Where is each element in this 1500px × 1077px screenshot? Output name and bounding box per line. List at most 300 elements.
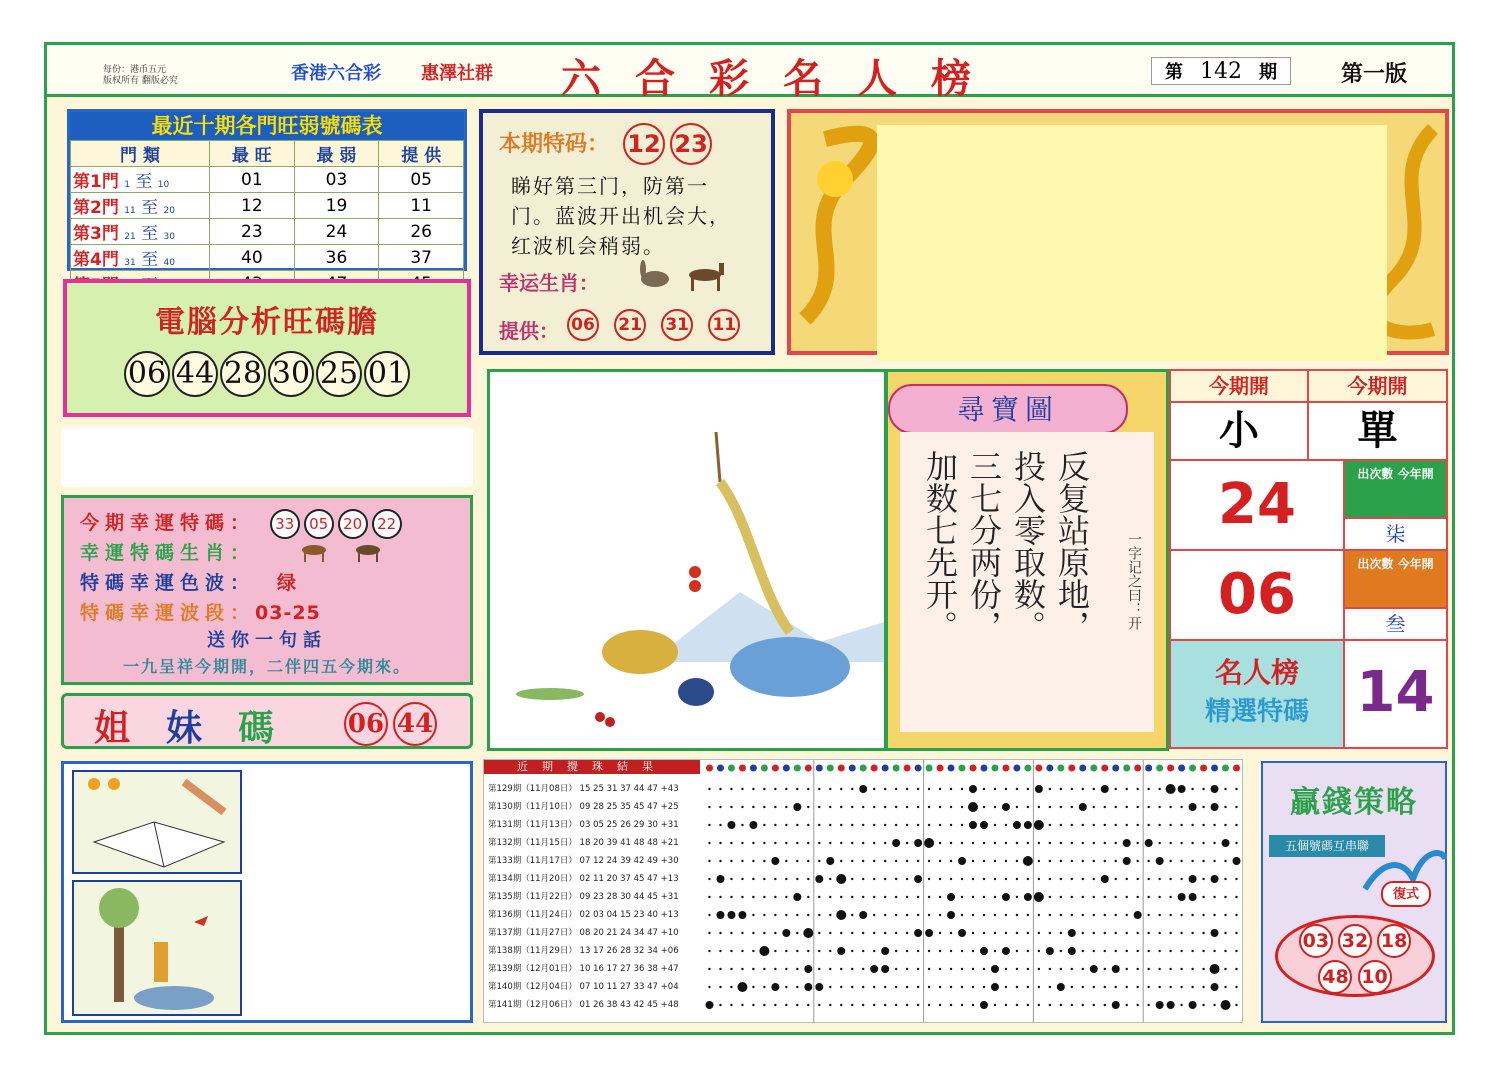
empty-dot bbox=[994, 806, 996, 808]
empty-dot bbox=[741, 896, 743, 898]
empty-dot bbox=[1136, 950, 1138, 952]
empty-dot bbox=[1049, 914, 1051, 916]
empty-dot bbox=[730, 968, 732, 970]
empty-dot bbox=[851, 986, 853, 988]
empty-dot bbox=[851, 806, 853, 808]
empty-dot bbox=[1005, 968, 1007, 970]
draw-row: 第132期（11月15日） 18 20 39 41 48 48 +21 bbox=[488, 838, 679, 848]
empty-dot bbox=[1147, 1004, 1149, 1006]
sister-values: 06 44 bbox=[344, 702, 437, 746]
empty-dot bbox=[1147, 806, 1149, 808]
empty-dot bbox=[829, 788, 831, 790]
empty-dot bbox=[741, 806, 743, 808]
empty-dot bbox=[906, 842, 908, 844]
empty-dot bbox=[796, 788, 798, 790]
empty-dot bbox=[1005, 914, 1007, 916]
draw-mark bbox=[969, 785, 977, 793]
empty-dot bbox=[917, 950, 919, 952]
result-side-a-label: 出次數 今年開 bbox=[1343, 459, 1448, 519]
empty-dot bbox=[873, 860, 875, 862]
empty-dot bbox=[1082, 878, 1084, 880]
empty-dot bbox=[1202, 878, 1204, 880]
empty-dot bbox=[1082, 950, 1084, 952]
empty-dot bbox=[708, 968, 710, 970]
empty-dot bbox=[939, 968, 941, 970]
empty-dot bbox=[1213, 860, 1215, 862]
special-mark bbox=[1166, 784, 1176, 794]
draw-mark bbox=[980, 947, 988, 955]
special-mark bbox=[1034, 892, 1044, 902]
empty-dot bbox=[1093, 860, 1095, 862]
draw-mark bbox=[727, 821, 735, 829]
ball-header-dot bbox=[761, 765, 768, 772]
empty-dot bbox=[1027, 1004, 1029, 1006]
empty-dot bbox=[785, 842, 787, 844]
empty-dot bbox=[884, 788, 886, 790]
empty-dot bbox=[939, 806, 941, 808]
empty-dot bbox=[1060, 914, 1062, 916]
empty-dot bbox=[1136, 842, 1138, 844]
empty-dot bbox=[961, 896, 963, 898]
empty-dot bbox=[961, 788, 963, 790]
empty-dot bbox=[1104, 806, 1106, 808]
empty-dot bbox=[1235, 896, 1237, 898]
empty-dot bbox=[741, 878, 743, 880]
empty-dot bbox=[939, 914, 941, 916]
door-table-title: 最近十期各門旺弱號碼表 bbox=[70, 112, 464, 140]
empty-dot bbox=[719, 986, 721, 988]
empty-dot bbox=[1235, 824, 1237, 826]
empty-dot bbox=[928, 806, 930, 808]
draw-mark bbox=[826, 857, 834, 865]
empty-dot bbox=[851, 788, 853, 790]
empty-dot bbox=[1191, 914, 1193, 916]
empty-dot bbox=[1082, 968, 1084, 970]
draw-mark bbox=[705, 1001, 713, 1009]
empty-dot bbox=[752, 950, 754, 952]
special-mark bbox=[1023, 856, 1033, 866]
draw-mark bbox=[870, 965, 878, 973]
empty-dot bbox=[763, 878, 765, 880]
empty-dot bbox=[950, 824, 952, 826]
empty-dot bbox=[994, 788, 996, 790]
empty-dot bbox=[1213, 914, 1215, 916]
draw-mark bbox=[925, 929, 933, 937]
empty-dot bbox=[1202, 968, 1204, 970]
draw-mark bbox=[837, 947, 845, 955]
empty-dot bbox=[1169, 932, 1171, 934]
empty-dot bbox=[741, 950, 743, 952]
draw-mark bbox=[1068, 947, 1076, 955]
draw-title: 近期攪珠結果 bbox=[484, 760, 700, 774]
empty-dot bbox=[1104, 824, 1106, 826]
empty-dot bbox=[994, 896, 996, 898]
empty-dot bbox=[774, 968, 776, 970]
empty-dot bbox=[708, 860, 710, 862]
empty-dot bbox=[708, 932, 710, 934]
empty-dot bbox=[1038, 932, 1040, 934]
empty-dot bbox=[1202, 788, 1204, 790]
empty-dot bbox=[796, 986, 798, 988]
empty-dot bbox=[884, 914, 886, 916]
empty-dot bbox=[1071, 824, 1073, 826]
empty-dot bbox=[1213, 824, 1215, 826]
empty-dot bbox=[840, 806, 842, 808]
empty-dot bbox=[719, 950, 721, 952]
empty-dot bbox=[983, 932, 985, 934]
empty-dot bbox=[1016, 914, 1018, 916]
empty-dot bbox=[1115, 950, 1117, 952]
empty-dot bbox=[983, 986, 985, 988]
empty-dot bbox=[983, 914, 985, 916]
empty-dot bbox=[730, 842, 732, 844]
empty-dot bbox=[1071, 788, 1073, 790]
empty-dot bbox=[785, 806, 787, 808]
empty-dot bbox=[1224, 860, 1226, 862]
empty-dot bbox=[1224, 806, 1226, 808]
empty-dot bbox=[1093, 878, 1095, 880]
empty-dot bbox=[1202, 914, 1204, 916]
ball-header-dot bbox=[827, 765, 834, 772]
empty-dot bbox=[1147, 950, 1149, 952]
empty-dot bbox=[1147, 824, 1149, 826]
empty-dot bbox=[1224, 824, 1226, 826]
treasure-note: 一字记之曰：开 bbox=[1126, 532, 1142, 630]
draw-mark bbox=[1211, 785, 1219, 793]
ball-header-dot bbox=[750, 765, 757, 772]
ball-header-dot bbox=[1079, 765, 1086, 772]
empty-dot bbox=[1049, 824, 1051, 826]
ball-header-dot bbox=[871, 765, 878, 772]
empty-dot bbox=[774, 824, 776, 826]
empty-dot bbox=[1060, 824, 1062, 826]
empty-dot bbox=[1060, 950, 1062, 952]
empty-dot bbox=[807, 1004, 809, 1006]
empty-dot bbox=[1115, 932, 1117, 934]
empty-dot bbox=[1235, 842, 1237, 844]
empty-dot bbox=[1060, 860, 1062, 862]
edition-label: 第一版 bbox=[1341, 62, 1408, 87]
empty-dot bbox=[796, 914, 798, 916]
empty-dot bbox=[1104, 932, 1106, 934]
draw-mark bbox=[881, 947, 889, 955]
empty-dot bbox=[1082, 842, 1084, 844]
empty-dot bbox=[895, 860, 897, 862]
empty-dot bbox=[840, 842, 842, 844]
ball-header-dot bbox=[1145, 765, 1152, 772]
empty-dot bbox=[741, 968, 743, 970]
draw-row: 第137期（11月27日） 08 20 21 24 34 47 +10 bbox=[488, 928, 679, 938]
empty-dot bbox=[1060, 896, 1062, 898]
draw-mark bbox=[1167, 1001, 1175, 1009]
empty-dot bbox=[1224, 968, 1226, 970]
empty-dot bbox=[1082, 986, 1084, 988]
empty-dot bbox=[983, 842, 985, 844]
draw-mark bbox=[914, 839, 922, 847]
empty-dot bbox=[708, 878, 710, 880]
empty-dot bbox=[906, 860, 908, 862]
empty-dot bbox=[862, 950, 864, 952]
draw-mark bbox=[804, 983, 812, 991]
ball-header-dot bbox=[1090, 765, 1097, 772]
draw-mark bbox=[815, 875, 823, 883]
empty-dot bbox=[829, 842, 831, 844]
empty-dot bbox=[1180, 842, 1182, 844]
empty-dot bbox=[994, 842, 996, 844]
special-mark bbox=[737, 982, 747, 992]
empty-dot bbox=[796, 842, 798, 844]
empty-dot bbox=[1191, 842, 1193, 844]
empty-dot bbox=[1104, 950, 1106, 952]
draw-mark bbox=[1189, 803, 1197, 811]
empty-dot bbox=[873, 1004, 875, 1006]
empty-dot bbox=[1147, 986, 1149, 988]
empty-dot bbox=[741, 1004, 743, 1006]
empty-dot bbox=[895, 968, 897, 970]
empty-dot bbox=[950, 950, 952, 952]
empty-dot bbox=[1082, 1004, 1084, 1006]
empty-dot bbox=[950, 806, 952, 808]
special-mark bbox=[1210, 964, 1220, 974]
empty-dot bbox=[1180, 950, 1182, 952]
empty-dot bbox=[1158, 986, 1160, 988]
empty-dot bbox=[1016, 878, 1018, 880]
ball-header-dot bbox=[1233, 765, 1240, 772]
empty-dot bbox=[763, 914, 765, 916]
empty-dot bbox=[829, 806, 831, 808]
draw-mark bbox=[969, 821, 977, 829]
empty-dot bbox=[1082, 914, 1084, 916]
empty-dot bbox=[1136, 1004, 1138, 1006]
lottery-sheet bbox=[44, 42, 1455, 1035]
empty-dot bbox=[1147, 896, 1149, 898]
empty-dot bbox=[895, 950, 897, 952]
empty-dot bbox=[862, 824, 864, 826]
decorative-banner bbox=[787, 109, 1449, 355]
empty-dot bbox=[1049, 806, 1051, 808]
empty-dot bbox=[950, 932, 952, 934]
empty-dot bbox=[1235, 950, 1237, 952]
empty-dot bbox=[1202, 986, 1204, 988]
empty-dot bbox=[1082, 932, 1084, 934]
empty-dot bbox=[785, 860, 787, 862]
empty-dot bbox=[1071, 1004, 1073, 1006]
empty-dot bbox=[1147, 932, 1149, 934]
empty-dot bbox=[961, 842, 963, 844]
empty-dot bbox=[862, 860, 864, 862]
empty-dot bbox=[829, 878, 831, 880]
empty-dot bbox=[1060, 788, 1062, 790]
draw-mark bbox=[1068, 929, 1076, 937]
draw-mark bbox=[1013, 821, 1021, 829]
draw-mark bbox=[1156, 857, 1164, 865]
empty-dot bbox=[983, 860, 985, 862]
empty-dot bbox=[1191, 932, 1193, 934]
empty-dot bbox=[1235, 1004, 1237, 1006]
empty-dot bbox=[1158, 914, 1160, 916]
empty-dot bbox=[1136, 896, 1138, 898]
empty-dot bbox=[1202, 824, 1204, 826]
draw-mark bbox=[947, 893, 955, 901]
empty-dot bbox=[719, 932, 721, 934]
empty-dot bbox=[1136, 806, 1138, 808]
offer-numbers: 06 21 31 11 bbox=[567, 309, 740, 341]
empty-dot bbox=[895, 986, 897, 988]
empty-dot bbox=[818, 968, 820, 970]
empty-dot bbox=[1180, 968, 1182, 970]
draw-mark bbox=[1035, 785, 1043, 793]
empty-dot bbox=[807, 788, 809, 790]
empty-dot bbox=[774, 842, 776, 844]
empty-dot bbox=[840, 860, 842, 862]
empty-dot bbox=[774, 896, 776, 898]
result-side-b: 叁 bbox=[1343, 607, 1448, 641]
draw-mark bbox=[1112, 965, 1120, 973]
empty-dot bbox=[884, 896, 886, 898]
empty-dot bbox=[1147, 788, 1149, 790]
empty-dot bbox=[1158, 896, 1160, 898]
ball-header-dot bbox=[717, 765, 724, 772]
draw-row: 第129期（11月08日） 15 25 31 37 44 47 +43 bbox=[488, 784, 679, 794]
empty-dot bbox=[829, 896, 831, 898]
draw-row: 第138期（11月29日） 13 17 26 28 32 34 +06 bbox=[488, 946, 679, 956]
ball-header-dot bbox=[915, 765, 922, 772]
draw-mark bbox=[1024, 821, 1032, 829]
ball-header-dot bbox=[805, 765, 812, 772]
empty-dot bbox=[994, 878, 996, 880]
empty-dot bbox=[906, 824, 908, 826]
empty-dot bbox=[972, 1004, 974, 1006]
ball-header-dot bbox=[1156, 765, 1163, 772]
brand-community: 惠澤社群 bbox=[421, 63, 493, 84]
empty-dot bbox=[961, 950, 963, 952]
draw-mark bbox=[1145, 839, 1153, 847]
draw-mark bbox=[859, 911, 867, 919]
lucky-zodiac-row: 幸運特碼生肖： bbox=[80, 542, 256, 564]
empty-dot bbox=[873, 806, 875, 808]
empty-dot bbox=[972, 860, 974, 862]
empty-dot bbox=[895, 788, 897, 790]
empty-dot bbox=[1202, 842, 1204, 844]
empty-dot bbox=[950, 788, 952, 790]
ball-header-dot bbox=[882, 765, 889, 772]
empty-dot bbox=[1235, 986, 1237, 988]
ball-header-dot bbox=[1035, 765, 1042, 772]
special-label: 本期特码： bbox=[499, 132, 610, 157]
empty-dot bbox=[1115, 914, 1117, 916]
empty-dot bbox=[774, 1004, 776, 1006]
empty-dot bbox=[1038, 1004, 1040, 1006]
empty-dot bbox=[752, 842, 754, 844]
empty-dot bbox=[719, 842, 721, 844]
empty-dot bbox=[840, 1004, 842, 1006]
empty-dot bbox=[851, 896, 853, 898]
empty-dot bbox=[763, 860, 765, 862]
draw-mark bbox=[793, 893, 801, 901]
empty-dot bbox=[1202, 860, 1204, 862]
computer-numbers: 06 44 28 30 25 01 bbox=[67, 351, 467, 397]
empty-dot bbox=[807, 806, 809, 808]
draw-mark bbox=[727, 911, 735, 919]
empty-dot bbox=[1115, 986, 1117, 988]
ball-header-dot bbox=[1178, 765, 1185, 772]
ball-header-dot bbox=[1057, 765, 1064, 772]
empty-dot bbox=[1213, 842, 1215, 844]
empty-dot bbox=[1027, 968, 1029, 970]
empty-dot bbox=[1158, 806, 1160, 808]
empty-dot bbox=[1027, 950, 1029, 952]
empty-dot bbox=[1115, 824, 1117, 826]
empty-dot bbox=[807, 878, 809, 880]
empty-dot bbox=[1027, 878, 1029, 880]
empty-dot bbox=[840, 932, 842, 934]
ball-header-dot bbox=[1211, 765, 1218, 772]
draw-mark bbox=[1002, 947, 1010, 955]
empty-dot bbox=[873, 788, 875, 790]
empty-dot bbox=[1060, 842, 1062, 844]
empty-dot bbox=[785, 896, 787, 898]
ball-header-dot bbox=[772, 765, 779, 772]
empty-dot bbox=[796, 968, 798, 970]
ball-header-dot bbox=[948, 765, 955, 772]
empty-dot bbox=[818, 914, 820, 916]
treasure-scroll bbox=[900, 432, 1154, 732]
empty-dot bbox=[741, 932, 743, 934]
empty-dot bbox=[950, 860, 952, 862]
empty-dot bbox=[972, 986, 974, 988]
empty-dot bbox=[807, 842, 809, 844]
draw-mark bbox=[738, 911, 746, 919]
empty-dot bbox=[730, 896, 732, 898]
empty-dot bbox=[1224, 932, 1226, 934]
offer-label: 提供： bbox=[499, 319, 559, 343]
empty-dot bbox=[1169, 860, 1171, 862]
empty-dot bbox=[1104, 968, 1106, 970]
empty-dot bbox=[1115, 842, 1117, 844]
empty-dot bbox=[730, 878, 732, 880]
empty-dot bbox=[1126, 986, 1128, 988]
ball-header-dot bbox=[980, 765, 987, 772]
empty-dot bbox=[851, 842, 853, 844]
empty-dot bbox=[1213, 1004, 1215, 1006]
result-side-b-label: 出次數 今年開 bbox=[1343, 549, 1448, 609]
empty-dot bbox=[708, 950, 710, 952]
empty-dot bbox=[730, 950, 732, 952]
draw-mark bbox=[980, 821, 988, 829]
monk-illustration bbox=[72, 880, 242, 1016]
empty-dot bbox=[939, 788, 941, 790]
empty-dot bbox=[917, 968, 919, 970]
empty-dot bbox=[1049, 968, 1051, 970]
empty-dot bbox=[752, 878, 754, 880]
empty-dot bbox=[741, 788, 743, 790]
empty-dot bbox=[1180, 806, 1182, 808]
empty-dot bbox=[917, 806, 919, 808]
empty-dot bbox=[1027, 914, 1029, 916]
empty-dot bbox=[961, 824, 963, 826]
empty-dot bbox=[1049, 896, 1051, 898]
draw-mark bbox=[1222, 839, 1230, 847]
empty-dot bbox=[1224, 914, 1226, 916]
ball-header-dot bbox=[1068, 765, 1075, 772]
empty-dot bbox=[730, 806, 732, 808]
empty-dot bbox=[939, 950, 941, 952]
ball-header-dot bbox=[860, 765, 867, 772]
empty-dot bbox=[752, 968, 754, 970]
result-parity: 單 bbox=[1307, 401, 1448, 461]
result-head-1: 今期開 bbox=[1169, 369, 1309, 403]
empty-dot bbox=[708, 986, 710, 988]
